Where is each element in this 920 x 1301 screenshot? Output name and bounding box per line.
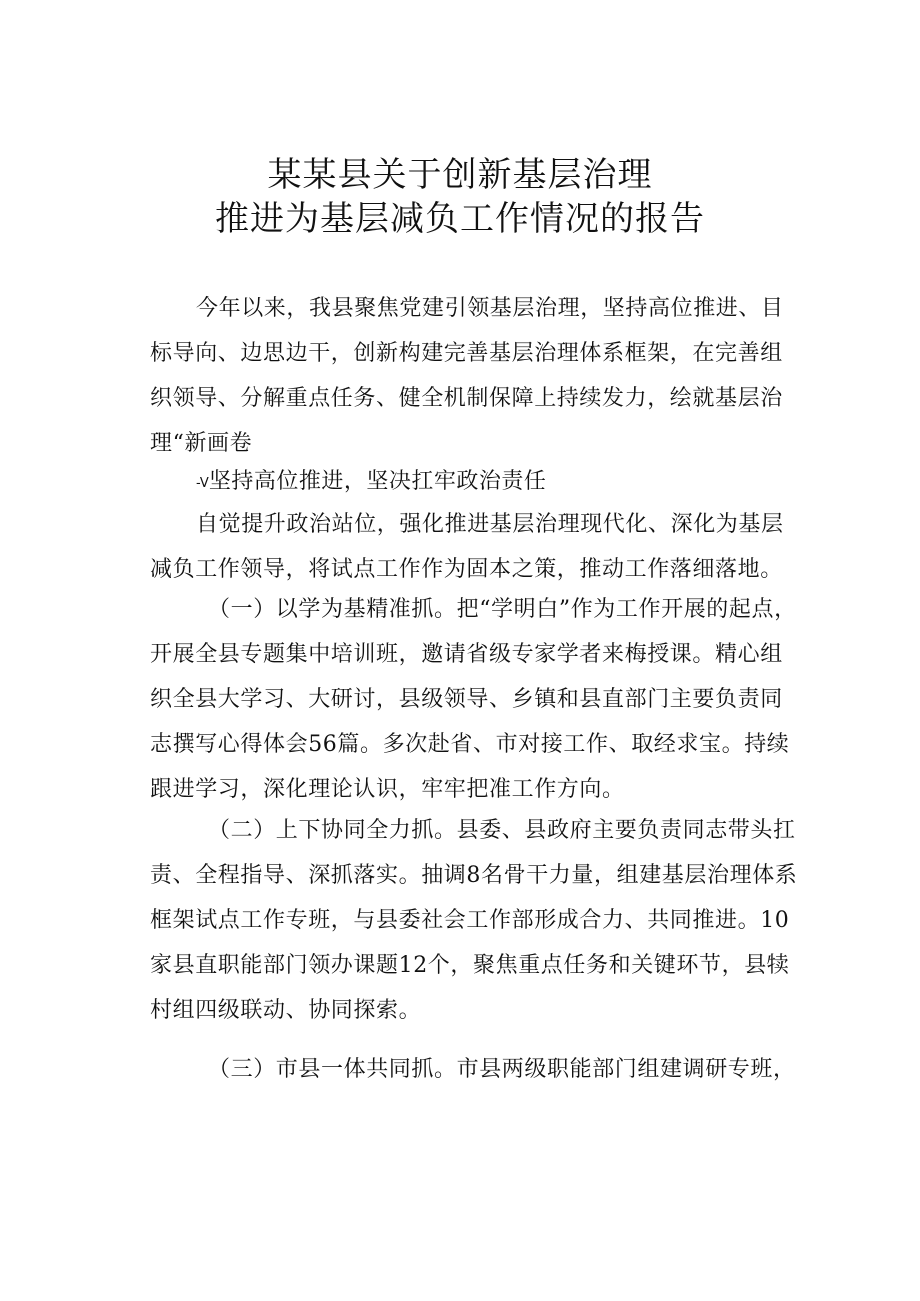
item3-paragraph: [150, 1047, 806, 1092]
section-heading-text: 坚持高位推进，坚决扛牢政治责任: [208, 469, 547, 494]
intro-paragraph: [150, 286, 806, 466]
paragraph-line: （一）以学为基精准抓。把“学明白”作为工作开展的起点，: [208, 597, 797, 622]
section-heading-prefix: -V: [196, 476, 209, 491]
item2-paragraph: [150, 808, 806, 1033]
paragraph-line: 织全县大学习、大研讨，县级领导、乡镇和县直部门主要负责同: [150, 687, 783, 712]
paragraph-line: 志撰写心得体会56篇。多次赴省、市对接工作、取经求宝。持续: [150, 732, 790, 757]
paragraph-line: 开展全县专题集中培训班，邀请省级专家学者来梅授课。精心组: [150, 642, 783, 667]
item1-paragraph: [150, 587, 806, 812]
paragraph-line: 今年以来，我县聚焦党建引领基层治理，坚持高位推进、目: [196, 296, 784, 321]
document-title-line-2: 推进为基层减负工作情况的报告: [215, 199, 705, 239]
paragraph-line: 织领导、分解重点任务、健全机制保障上持续发力，绘就基层治: [150, 386, 783, 411]
paragraph-line: 跟进学习，深化理论认识，牢牢把准工作方向。: [150, 777, 625, 802]
paragraph-line: （二）上下协同全力抓。县委、县政府主要负责同志带头扛: [208, 818, 796, 843]
paragraph-line: 自觉提升政治站位，强化推进基层治理现代化、深化为基层: [196, 512, 784, 537]
paragraph-line: （三）市县一体共同抓。市县两级职能部门组建调研专班，: [208, 1057, 796, 1082]
paragraph-line: 家县直职能部门领办课题12个，聚焦重点任务和关键环节，县犊: [150, 953, 790, 978]
paragraph-line: 标导向、边思边干，创新构建完善基层治理体系框架，在完善组: [150, 341, 783, 366]
section1-paragraph: [150, 502, 806, 592]
paragraph-line: 理“新画卷: [150, 431, 253, 456]
document-title-line-1: 某某县关于创新基层治理: [267, 155, 653, 195]
paragraph-line: 村组四级联动、协同探索。: [150, 998, 422, 1023]
paragraph-line: 减负工作领导，将试点工作作为固本之策，推动工作落细落地。: [150, 557, 783, 582]
paragraph-line: 框架试点工作专班，与县委社会工作部形成合力、共同推进。10: [150, 908, 790, 933]
section-heading: [196, 462, 546, 504]
paragraph-line: 责、全程指导、深抓落实。抽调8名骨干力量，组建基层治理体系: [150, 863, 798, 888]
